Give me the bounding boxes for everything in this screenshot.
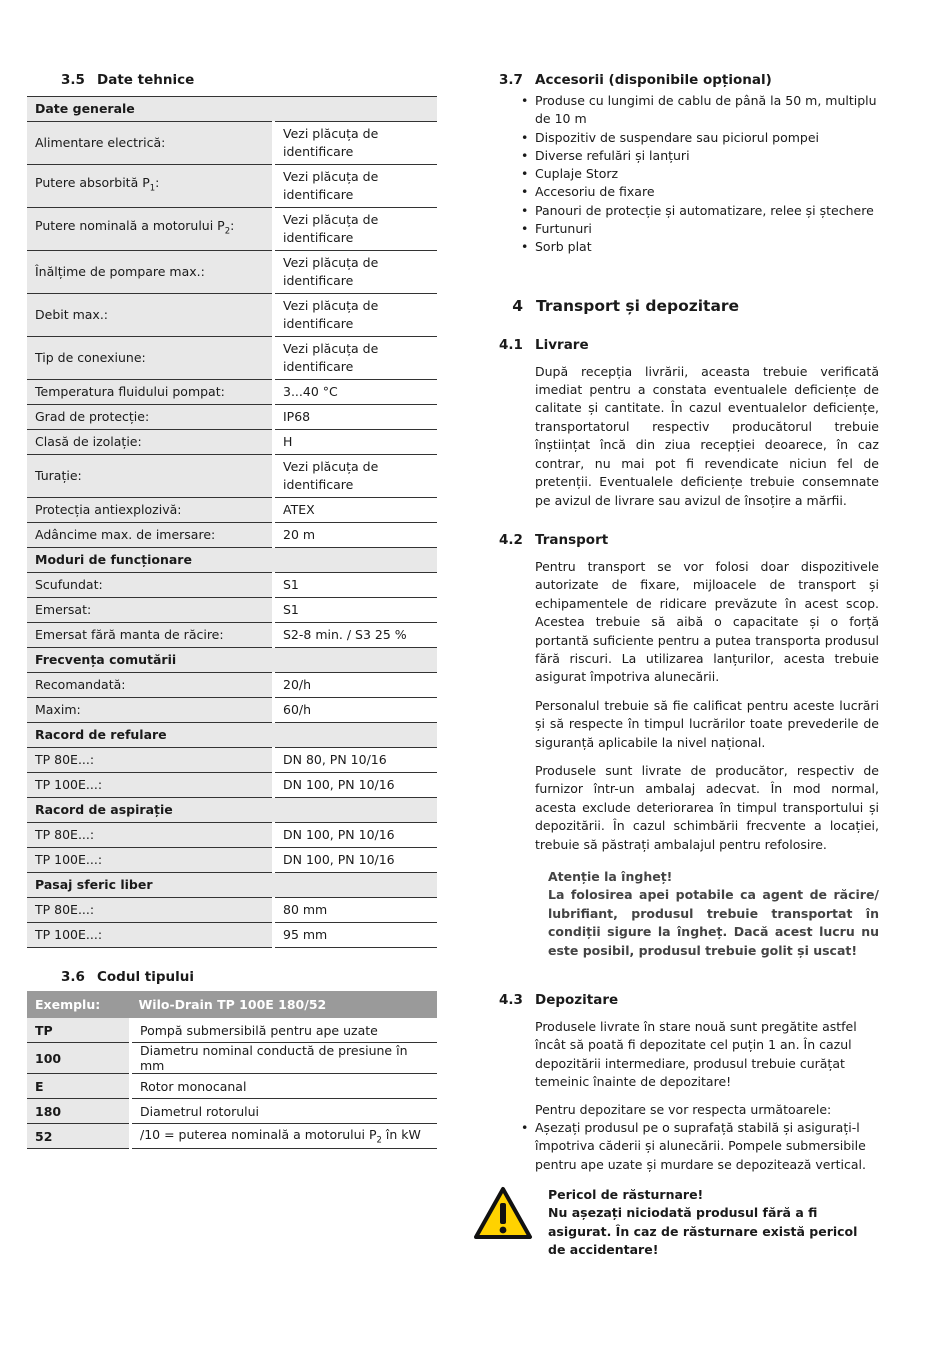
row-value: 20 m (274, 523, 438, 548)
group-header-label: Moduri de funcționare (27, 548, 437, 573)
type-code-meaning: Pompă submersibilă pentru ape uzate (131, 1018, 438, 1043)
row-label: TP 100E...: (27, 848, 274, 873)
accessory-item: • Accesoriu de fixare (535, 183, 879, 201)
row-label: Înălțime de pompare max.: (27, 251, 274, 294)
type-code-row (27, 1018, 437, 1043)
row-value: DN 100, PN 10/16 (274, 848, 438, 873)
type-code-header-row (27, 991, 437, 1018)
type-code-header-value: Wilo-Drain TP 100E 180/52 (131, 991, 438, 1018)
chapter-heading-4 (499, 297, 879, 315)
row-label-text: Putere absorbită P (35, 175, 150, 191)
row-label: Clasă de izolație: (27, 430, 274, 455)
table-group-header (27, 97, 437, 122)
technical-data-table (27, 96, 437, 948)
type-code-key: TP (27, 1018, 131, 1043)
table-row (27, 623, 437, 648)
table-row (27, 165, 437, 208)
table-row (27, 848, 437, 873)
row-value: Vezi plăcuța de identificare (274, 208, 438, 251)
section-title: Livrare (535, 336, 589, 353)
tipping-warning-text-block (548, 1186, 879, 1260)
type-code-meaning (131, 1124, 438, 1149)
type-code-key: 180 (27, 1099, 131, 1124)
table-row (27, 698, 437, 723)
row-label-suffix: : (230, 218, 235, 234)
table-row (27, 573, 437, 598)
table-row (27, 523, 437, 548)
delivery-paragraph: După recepția livrării, aceasta trebuie verificată imediat pentru a constata eventualele deficiențe de calitate și cantitate. În cazul eventualelor deficiențe, transportatorul respectiv producătorul trebuie înștiințat încă din ziua recepției deoarece, în caz contrar, nu mai pot fi revendicate niciun fel de pretenții. Eventualele deficiențe trebuie consemnate pe avizul de livrare sau avizul de însoțire a mărfii. (535, 363, 879, 508)
group-header-label: Pasaj sferic liber (27, 873, 437, 898)
section-title: Transport (535, 531, 609, 548)
row-label: Debit max.: (27, 294, 274, 337)
left-column (27, 72, 437, 1149)
type-code-meaning: Diametru nominal conductă de presiune în mm (131, 1043, 438, 1074)
table-group-header (27, 548, 437, 573)
group-header-label: Frecvența comutării (27, 648, 437, 673)
table-row (27, 430, 437, 455)
row-value: H (274, 430, 438, 455)
table-group-header (27, 798, 437, 823)
row-value: 80 mm (274, 898, 438, 923)
row-label: Tip de conexiune: (27, 337, 274, 380)
row-label: TP 100E...: (27, 923, 274, 948)
accessory-item: • Dispozitiv de suspendare sau piciorul pompei (535, 129, 879, 147)
transport-paragraph-3: Produsele sunt livrate de producător, respectiv de furnizor într-un ambalaj adecvat. În mod normal, acesta exclude deteriorarea în timpul transportului și depozitării. În cazul schimbării frecvente a locației, trebuie să păstrați ambalajul pentru refolosire. (535, 762, 879, 852)
row-value: Vezi plăcuța de identificare (274, 455, 438, 498)
storage-paragraph-1: Produsele livrate în stare nouă sunt pregătite astfel încât să poată fi depozitate cel puțin 1 an. În cazul depozitării intermediare, produsul trebuie curățat temeinic înainte de depozitare! (535, 1019, 857, 1090)
row-value: ATEX (274, 498, 438, 523)
table-row (27, 898, 437, 923)
section-title: Codul tipului (97, 969, 195, 985)
tipping-warning-title: Pericol de răsturnare! (548, 1186, 704, 1202)
row-value: DN 100, PN 10/16 (274, 823, 438, 848)
table-row (27, 455, 437, 498)
chapter-number: 4 (512, 296, 523, 315)
meaning-suffix: în kW (381, 1126, 421, 1142)
row-value: DN 80, PN 10/16 (274, 748, 438, 773)
row-label-subscript: 1 (149, 183, 156, 194)
type-code-key: E (27, 1074, 131, 1099)
section-number: 4.2 (499, 531, 523, 548)
group-header-label: Racord de refulare (27, 723, 437, 748)
table-row (27, 380, 437, 405)
row-value: DN 100, PN 10/16 (274, 773, 438, 798)
section-heading-3-5 (27, 72, 437, 88)
type-code-meaning: Diametrul rotorului (131, 1099, 438, 1124)
transport-paragraph-2: Personalul trebuie să fie calificat pentru aceste lucrări și să respecte în timpul lucrărilor toate prevederile de siguranță aplicabile la nivel național. (535, 697, 879, 750)
table-group-header (27, 648, 437, 673)
row-label: Recomandată: (27, 673, 274, 698)
type-code-row (27, 1124, 437, 1149)
row-value: Vezi plăcuța de identificare (274, 294, 438, 337)
type-code-meaning: Rotor monocanal (131, 1074, 438, 1099)
type-code-row (27, 1043, 437, 1074)
row-label: Temperatura fluidului pompat: (27, 380, 274, 405)
row-label: TP 80E...: (27, 823, 274, 848)
row-label: Adâncime max. de imersare: (27, 523, 274, 548)
table-row (27, 251, 437, 294)
table-row (27, 294, 437, 337)
row-value: Vezi plăcuța de identificare (274, 122, 438, 165)
section-number: 3.6 (61, 969, 85, 985)
type-code-header-key: Exemplu: (27, 991, 131, 1018)
row-value: 3...40 °C (274, 380, 438, 405)
chapter-title: Transport și depozitare (536, 296, 740, 315)
row-value: S2-8 min. / S3 25 % (274, 623, 438, 648)
table-row (27, 122, 437, 165)
section-heading-4-2 (499, 532, 879, 548)
accessory-item: • Sorb plat (535, 238, 879, 256)
row-value: Vezi plăcuța de identificare (274, 251, 438, 294)
storage-paragraph-2: Pentru depozitare se vor respecta următoarele: (535, 1101, 832, 1117)
section-title: Date tehnice (97, 72, 195, 88)
row-value: Vezi plăcuța de identificare (274, 337, 438, 380)
frost-note (548, 868, 879, 960)
right-column (499, 72, 879, 1260)
row-value: Vezi plăcuța de identificare (274, 165, 438, 208)
row-label (27, 208, 274, 251)
section-title: Accesorii (disponibile opțional) (535, 72, 772, 88)
table-row (27, 748, 437, 773)
type-code-row (27, 1099, 437, 1124)
transport-paragraph-1: Pentru transport se vor folosi doar dispozitivele autorizate de fixare, mijloacele de transport și echipamentele de ridicare prevăzute în acest scop. Acestea trebuie să aibă o capacitate și o forță portantă suficiente pentru a putea transporta produsul fără riscuri. La utilizarea lanțurilor, acesta trebuie asigurat împotriva alunecării. (535, 558, 879, 685)
group-header-label: Racord de aspirație (27, 798, 437, 823)
row-label: TP 80E...: (27, 748, 274, 773)
frost-note-text: La folosirea apei potabile ca agent de răcire/ lubrifiant, produsul trebuie transportat în condiții sigure la îngheț. Dacă acest lucru nu este posibil, produsul trebuie golit și uscat! (548, 887, 879, 958)
table-row (27, 208, 437, 251)
warning-triangle-icon (473, 1186, 533, 1240)
row-value: S1 (274, 598, 438, 623)
section-number: 3.7 (499, 72, 523, 88)
row-value: S1 (274, 573, 438, 598)
table-group-header (27, 873, 437, 898)
storage-list-item: • Așezați produsul pe o suprafață stabilă și asigurați-l împotriva căderii și alunecării. Pompele submersibile pentru ape uzate și murdare se depozitează vertical. (535, 1119, 879, 1174)
table-row (27, 823, 437, 848)
table-row (27, 598, 437, 623)
row-label: Turație: (27, 455, 274, 498)
accessory-item: • Furtunuri (535, 220, 879, 238)
type-code-key: 52 (27, 1124, 131, 1149)
tipping-warning (499, 1186, 879, 1260)
type-code-row (27, 1074, 437, 1099)
table-row (27, 923, 437, 948)
accessory-item: • Panouri de protecție și automatizare, relee și ștechere (535, 202, 879, 220)
type-code-table (27, 991, 437, 1149)
row-label: Emersat fără manta de răcire: (27, 623, 274, 648)
table-row (27, 337, 437, 380)
section-heading-4-1 (499, 337, 879, 353)
table-row (27, 673, 437, 698)
row-value: 60/h (274, 698, 438, 723)
row-label: Grad de protecție: (27, 405, 274, 430)
group-header-label: Date generale (27, 97, 437, 122)
section-heading-4-3 (499, 992, 879, 1008)
meaning-subscript: 2 (376, 1135, 382, 1146)
row-label: Maxim: (27, 698, 274, 723)
meaning-text: /10 = puterea nominală a motorului P (140, 1126, 377, 1142)
row-label-text: Putere nominală a motorului P (35, 218, 225, 234)
tipping-warning-text: Nu așezați niciodată produsul fără a fi asigurat. În caz de răsturnare există pericol de accidentare! (548, 1205, 858, 1258)
table-row (27, 405, 437, 430)
row-label-suffix: : (155, 175, 160, 191)
accessory-item: • Produse cu lungimi de cablu de până la 50 m, multiplu de 10 m (535, 92, 879, 129)
storage-list (499, 1119, 879, 1174)
row-label: Scufundat: (27, 573, 274, 598)
section-heading-3-7 (499, 72, 879, 88)
section-number: 3.5 (61, 72, 85, 88)
section-number: 4.1 (499, 336, 523, 353)
row-label: TP 80E...: (27, 898, 274, 923)
table-row (27, 773, 437, 798)
section-heading-3-6 (27, 969, 437, 985)
row-label: Protecția antiexplozivă: (27, 498, 274, 523)
row-value: 95 mm (274, 923, 438, 948)
section-number: 4.3 (499, 992, 523, 1009)
row-value: 20/h (274, 673, 438, 698)
accessory-item: • Cuplaje Storz (535, 165, 879, 183)
row-label: TP 100E...: (27, 773, 274, 798)
row-label: Alimentare electrică: (27, 122, 274, 165)
row-label (27, 165, 274, 208)
row-label-subscript: 2 (224, 226, 231, 237)
section-title: Depozitare (535, 992, 619, 1009)
frost-note-title: Atenție la îngheț! (548, 869, 673, 885)
accessory-item: • Diverse refulări și lanțuri (535, 147, 879, 165)
row-value: IP68 (274, 405, 438, 430)
row-label: Emersat: (27, 598, 274, 623)
table-group-header (27, 723, 437, 748)
accessories-list (499, 92, 879, 257)
type-code-key: 100 (27, 1043, 131, 1074)
table-row (27, 498, 437, 523)
